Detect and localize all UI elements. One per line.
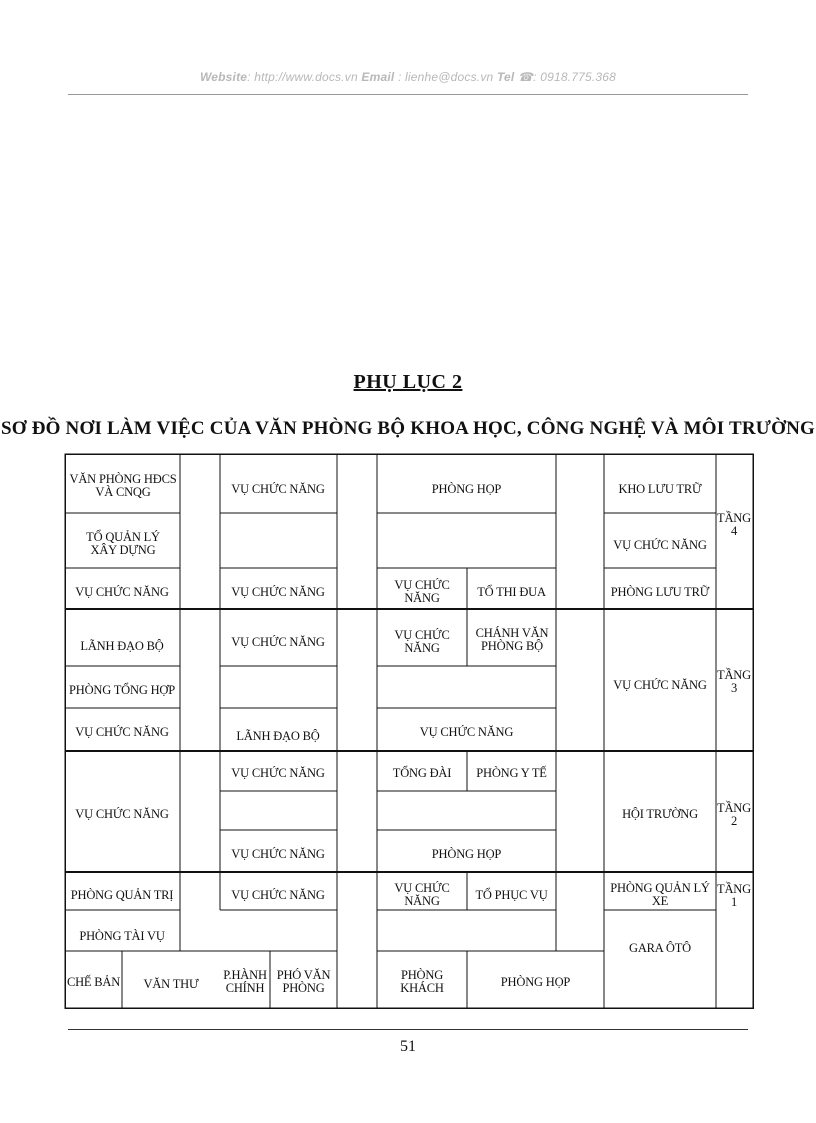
room-vu-chuc-nang: VỤ CHỨC NĂNG [231, 634, 325, 649]
room-lanh-dao-bo: LÃNH ĐẠO BỘ [236, 728, 320, 743]
room-vu-chuc-nang: VỤ CHỨC NĂNG [613, 677, 707, 692]
room-vu-chuc-nang: VỤ CHỨC NĂNG [75, 724, 169, 739]
diagram-title: SƠ ĐỒ NƠI LÀM VIỆC CỦA VĂN PHÒNG BỘ KHOA HỌC, CÔNG NGHỆ VÀ MÔI TRƯỜNG [1, 418, 815, 439]
room-vu-chuc-nang: VỤ CHỨC NĂNG [394, 578, 450, 605]
room-van-thu: VĂN THƯ [143, 976, 199, 991]
room-tong-dai: TỔNG ĐÀI [392, 765, 452, 780]
floor-label-2: TẦNG 2 [717, 801, 751, 828]
room-phong-tong-hop: PHÒNG TỔNG HỢP [68, 682, 175, 697]
room-hdcs: VĂN PHÒNG HĐCS VÀ CNQG [69, 472, 177, 499]
room-phong-y-te: PHÒNG Y TẾ [476, 765, 547, 780]
room-chanh-van-phong: CHÁNH VĂN PHÒNG BỘ [475, 626, 549, 653]
room-phong-khach: PHÒNG KHÁCH [400, 968, 444, 995]
room-vu-chuc-nang: VỤ CHỨC NĂNG [394, 628, 450, 655]
room-vu-chuc-nang: VỤ CHỨC NĂNG [231, 584, 325, 599]
room-to-thi-dua: TỔ THI ĐUA [477, 584, 546, 599]
email-label: Email [361, 70, 395, 84]
room-hoi-truong: HỘI TRƯỜNG [622, 806, 698, 821]
floor-label-1: TẦNG 1 [717, 882, 751, 909]
tel-label: Tel [496, 70, 515, 84]
appendix-title: PHỤ LỤC 2 [353, 371, 463, 393]
room-phong-hop: PHÒNG HỌP [500, 974, 571, 989]
footer-rule [68, 1029, 748, 1030]
room-vu-chuc-nang: VỤ CHỨC NĂNG [75, 806, 169, 821]
room-kho-luu-tru: KHO LƯU TRỮ [618, 481, 702, 496]
room-vu-chuc-nang: VỤ CHỨC NĂNG [231, 481, 325, 496]
room-pho-van-phong: PHÓ VĂN PHÒNG [276, 968, 331, 995]
website-label: Website [199, 70, 248, 84]
room-phong-quan-ly-xe: PHÒNG QUẢN LÝ XE [610, 881, 710, 908]
room-che-ban: CHẾ BẢN [66, 974, 121, 989]
room-phong-hop: PHÒNG HỌP [431, 481, 502, 496]
room-gara-oto: GARA ÔTÔ [629, 940, 691, 955]
email-value: : lienhe@docs.vn [397, 70, 494, 84]
room-vu-chuc-nang: VỤ CHỨC NĂNG [231, 887, 325, 902]
website-value: : http://www.docs.vn [247, 70, 358, 84]
floor-label-3: TẦNG 3 [717, 668, 751, 695]
page-number: 51 [400, 1038, 416, 1055]
room-phong-tai-vu: PHÒNG TÀI VỤ [79, 928, 165, 943]
room-phong-hop: PHÒNG HỌP [431, 846, 502, 861]
room-lanh-dao-bo: LÃNH ĐẠO BỘ [80, 638, 164, 653]
room-to-phuc-vu: TỔ PHỤC VỤ [475, 887, 548, 902]
room-vu-chuc-nang: VỤ CHỨC NĂNG [231, 765, 325, 780]
floor-label-4: TẦNG 4 [717, 511, 751, 538]
room-vu-chuc-nang: VỤ CHỨC NĂNG [613, 537, 707, 552]
room-vu-chuc-nang: VỤ CHỨC NĂNG [419, 724, 514, 739]
room-phong-luu-tru: PHÒNG LƯU TRỮ [610, 584, 710, 599]
room-phong-quan-tri: PHÒNG QUẢN TRỊ [70, 887, 174, 902]
room-phong-hanh-chinh: P.HÀNH CHÍNH [223, 968, 267, 995]
phone-icon: ☎ [518, 70, 534, 84]
tel-value: : 0918.775.368 [533, 70, 617, 84]
room-vu-chuc-nang: VỤ CHỨC NĂNG [394, 881, 450, 908]
room-vu-chuc-nang: VỤ CHỨC NĂNG [75, 584, 169, 599]
room-to-quan-ly: TỔ QUẢN LÝ XÂY DỰNG [86, 530, 160, 557]
room-vu-chuc-nang: VỤ CHỨC NĂNG [231, 846, 325, 861]
